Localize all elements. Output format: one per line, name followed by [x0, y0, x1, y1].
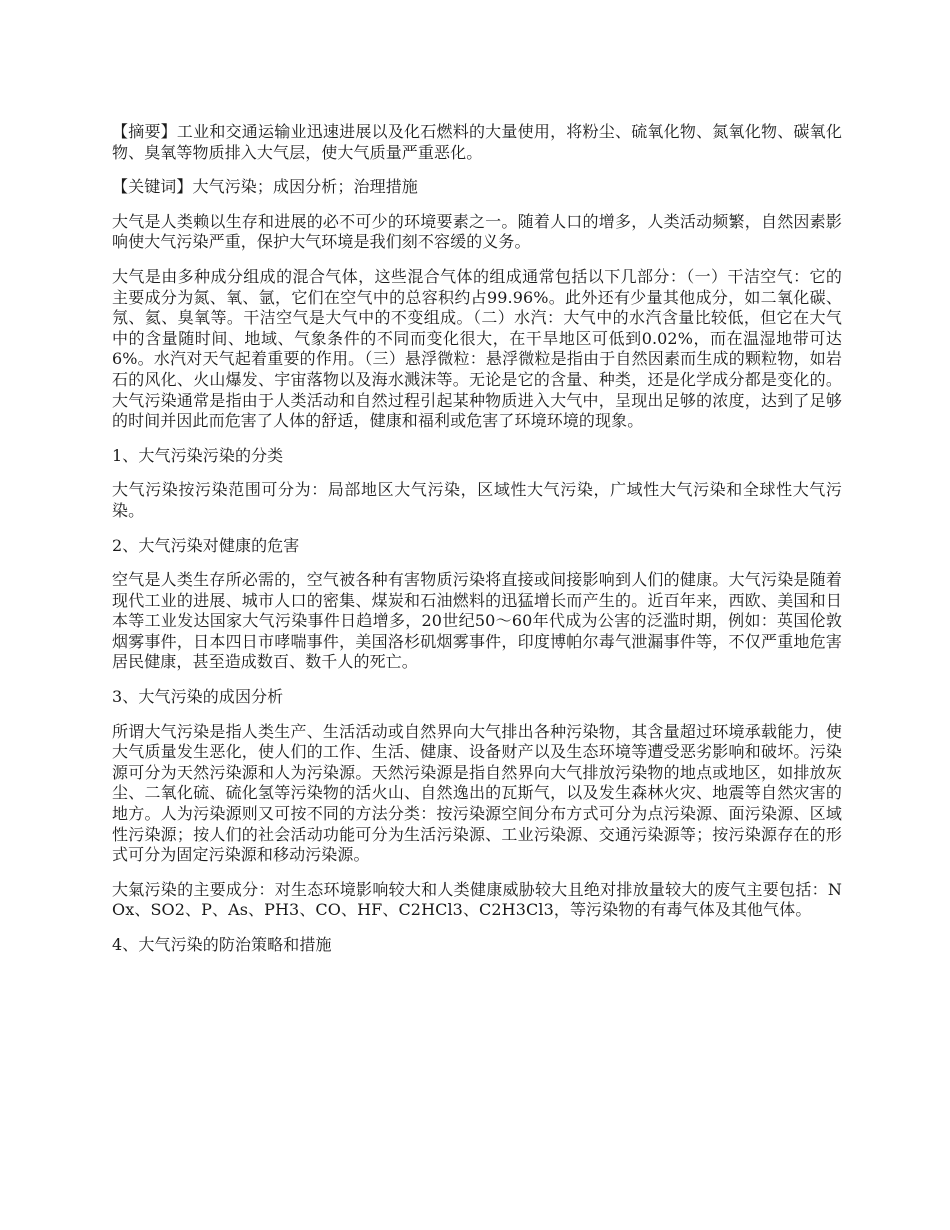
composition-paragraph: 大气是由多种成分组成的混合气体，这些混合气体的组成通常包括以下几部分：（一）干洁空气：它的主要成分为氮、氧、氩，它们在空气中的总容积约占99.96%。此外还有少量其他成分，如二氧化碳、氖、氦、臭氧等。干洁空气是大气中的不变组成。（二）水汽：大气中的水汽含量比较低，但它在大气中的含量随时间、地域、气象条件的不同而变化很大，在干旱地区可低到0.02%，而在温湿地带可达6%。水汽对天气起着重要的作用。（三）悬浮微粒：悬浮微粒是指由于自然因素而生成的颗粒物，如岩石的风化、火山爆发、宇宙落物以及海水溅沫等。无论是它的含量、种类，还是化学成分都是变化的。大气污染通常是指由于人类活动和自然过程引起某种物质进入大气中，呈现出足够的浓度，达到了足够的时间并因此而危害了人体的舒适，健康和福利或危害了环境环境的现象。 — [112, 266, 842, 431]
keywords-paragraph: 【关键词】大气污染；成因分析；治理措施 — [112, 177, 418, 197]
abstract-paragraph: 【摘要】工业和交通运输业迅速进展以及化石燃料的大量使用，将粉尘、硫氧化物、氮氧化物、碳氧化物、臭氧等物质排入大气层，使大气质量严重恶化。 — [112, 122, 842, 162]
section-heading-4: 4、大气污染的防治策略和措施 — [112, 935, 332, 954]
section-paragraph-2: 空气是人类生存所必需的，空气被各种有害物质污染将直接或间接影响到人们的健康。大气污染是随着现代工业的进展、城市人口的密集、煤炭和石油燃料的迅猛增长而产生的。近百年来，西欧、美国和日本等工业发达国家大气污染事件日趋增多，20世纪50～60年代成为公害的泛滥时期，例如：英国伦敦烟雾事件，日本四日市哮喘事件，美国洛杉矶烟雾事件，印度博帕尔毒气泄漏事件等，不仅严重地危害居民健康，甚至造成数百、数千人的死亡。 — [112, 570, 842, 672]
pollutants-paragraph: 大氣污染的主要成分：对生态环境影响较大和人类健康威胁较大且绝对排放量较大的废气主要包括：NOx、SO2、P、As、PH3、CO、HF、C2HCl3、C2H3Cl3，等污染物的有毒气体及其他气体。 — [112, 879, 842, 920]
section-paragraph-3: 所谓大气污染是指人类生产、生活活动或自然界向大气排出各种污染物，其含量超过环境承载能力，使大气质量发生恶化，使人们的工作、生活、健康、设备财产以及生态环境等遭受恶劣影响和破坏。污染源可分为天然污染源和人为污染源。天然污染源是指自然界向大气排放污染物的地点或地区，如排放灰尘、二氧化硫、硫化氢等污染物的活火山、自然逸出的瓦斯气，以及发生森林火灾、地震等自然灾害的地方。人为污染源则又可按不同的方法分类：按污染源空间分布方式可分为点污染源、面污染源、区域性污染源；按人们的社会活动功能可分为生活污染源、工业污染源、交通污染源等；按污染源存在的形式可分为固定污染源和移动污染源。 — [112, 721, 842, 865]
document-body — [112, 122, 842, 970]
section-heading-3: 3、大气污染的成因分析 — [112, 687, 284, 707]
section-heading-2: 2、大气污染对健康的危害 — [112, 535, 300, 555]
section-heading-1: 1、大气污染污染的分类 — [112, 445, 284, 465]
intro-paragraph: 大气是人类赖以生存和进展的必不可少的环境要素之一。随着人口的增多，人类活动频繁，自然因素影响使大气污染严重，保护大气环境是我们刻不容缓的义务。 — [112, 211, 842, 252]
section-paragraph-1: 大气污染按污染范围可分为：局部地区大气污染，区域性大气污染，广域性大气污染和全球性大气污染。 — [112, 480, 842, 520]
